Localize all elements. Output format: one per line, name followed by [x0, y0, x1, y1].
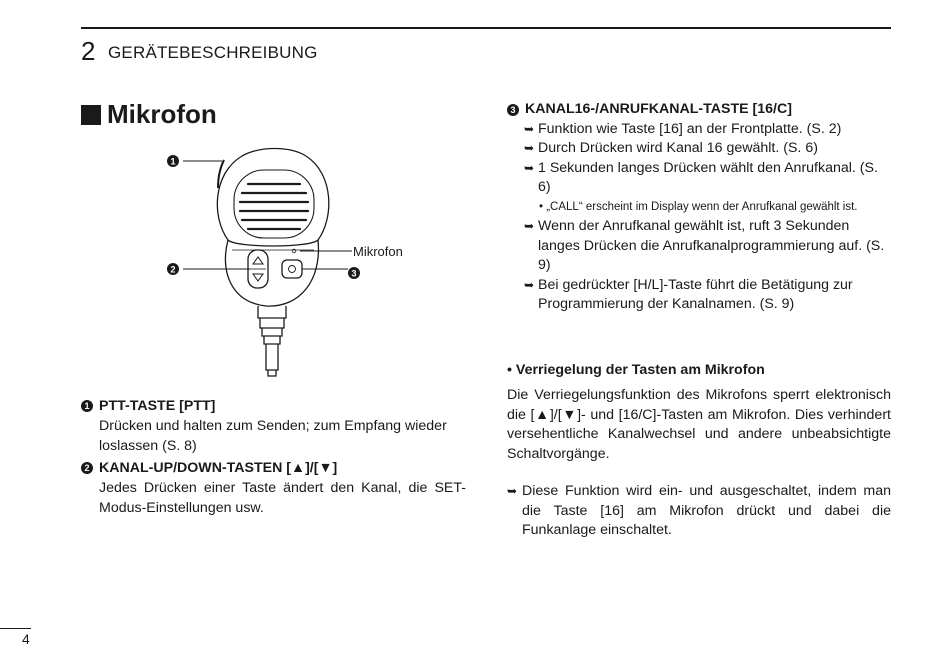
arrow-icon: ➥	[524, 277, 535, 292]
lock-note	[507, 482, 891, 541]
item-3-point-text: Funktion wie Taste [16] an der Frontplatte. (S. 2)	[538, 120, 842, 137]
section-title-text: Mikrofon	[107, 99, 217, 129]
item-1-heading	[81, 396, 466, 416]
callout-1-text: 1	[170, 156, 176, 167]
chapter-number: 2	[81, 36, 96, 66]
lock-paragraph: Die Verriegelungsfunktion des Mikrofons sperrt elektronisch die [▲]/[▼]- und [16/C]-Tasten am Mikrofon. Dies verhindert versehentliche Kanalwechsel und andere unbeabsichtigte Schaltvorgänge.	[507, 387, 891, 462]
item-3-heading	[507, 100, 891, 120]
item-3-point-text: Wenn der Anrufkanal gewählt ist, ruft 3 Sekunden langes Drücken die Anrufkanalprogrammierung auf. (S. 9)	[538, 217, 885, 274]
item-2-number: 2	[81, 462, 93, 474]
left-item-list	[81, 396, 466, 518]
item-2-heading	[81, 458, 466, 478]
item-1-number: 1	[81, 400, 93, 412]
item-3-sub-bullet: • „CALL“ erscheint im Display wenn der Anrufkanal gewählt ist.	[539, 200, 858, 213]
item-3-title: KANAL16-/ANRUFKANAL-TASTE [16/C]	[525, 101, 792, 117]
item-3-point	[507, 120, 891, 140]
item-3-point-text: Bei gedrückter [H/L]-Taste führt die Betätigung zur Programmierung der Kanalnamen. (S. 9)	[538, 276, 853, 313]
lock-heading: • Verriegelung der Tasten am Mikrofon	[507, 362, 765, 378]
chapter-title: GERÄTEBESCHREIBUNG	[108, 43, 318, 62]
arrow-icon: ➥	[507, 484, 518, 498]
right-item	[507, 100, 891, 315]
arrow-icon: ➥	[524, 218, 535, 233]
header-rule	[81, 27, 891, 29]
page-number-rule	[0, 628, 31, 629]
item-3-number: 3	[507, 104, 519, 116]
arrow-icon: ➥	[524, 141, 535, 156]
section-title	[81, 99, 217, 130]
item-3-point	[507, 276, 891, 315]
item-3-point-text: 1 Sekunden langes Drücken wählt den Anrufkanal. (S. 6)	[538, 159, 878, 196]
item-1-title: PTT-TASTE [PTT]	[99, 398, 216, 414]
arrow-icon: ➥	[524, 121, 535, 136]
callout-markers	[167, 155, 360, 279]
item-2-body: Jedes Drücken einer Taste ändert den Kanal, die SET-Modus-Einstellungen usw.	[99, 480, 466, 516]
page-number: 4	[22, 631, 30, 647]
item-3-point	[507, 139, 891, 159]
arrow-icon: ➥	[524, 160, 535, 175]
section-square-icon	[81, 105, 101, 125]
item-3-point	[507, 159, 891, 198]
callout-3-text: 3	[351, 268, 357, 279]
item-3-point-text: Durch Drücken wird Kanal 16 gewählt. (S. 6)	[538, 140, 818, 157]
item-2-title: KANAL-UP/DOWN-TASTEN [▲]/[▼]	[99, 460, 338, 476]
callout-2-text: 2	[170, 264, 176, 275]
item-1-body: Drücken und halten zum Senden; zum Empfang wieder loslassen (S. 8)	[99, 418, 447, 454]
mic-label: Mikrofon	[353, 244, 403, 259]
microphone-illustration	[150, 140, 380, 380]
lock-note-text: Diese Funktion wird ein- und ausgeschaltet, indem man die Taste [16] am Mikrofon drückt und dabei die Funkanlage einschaltet.	[522, 483, 891, 538]
item-3-point	[507, 217, 891, 276]
